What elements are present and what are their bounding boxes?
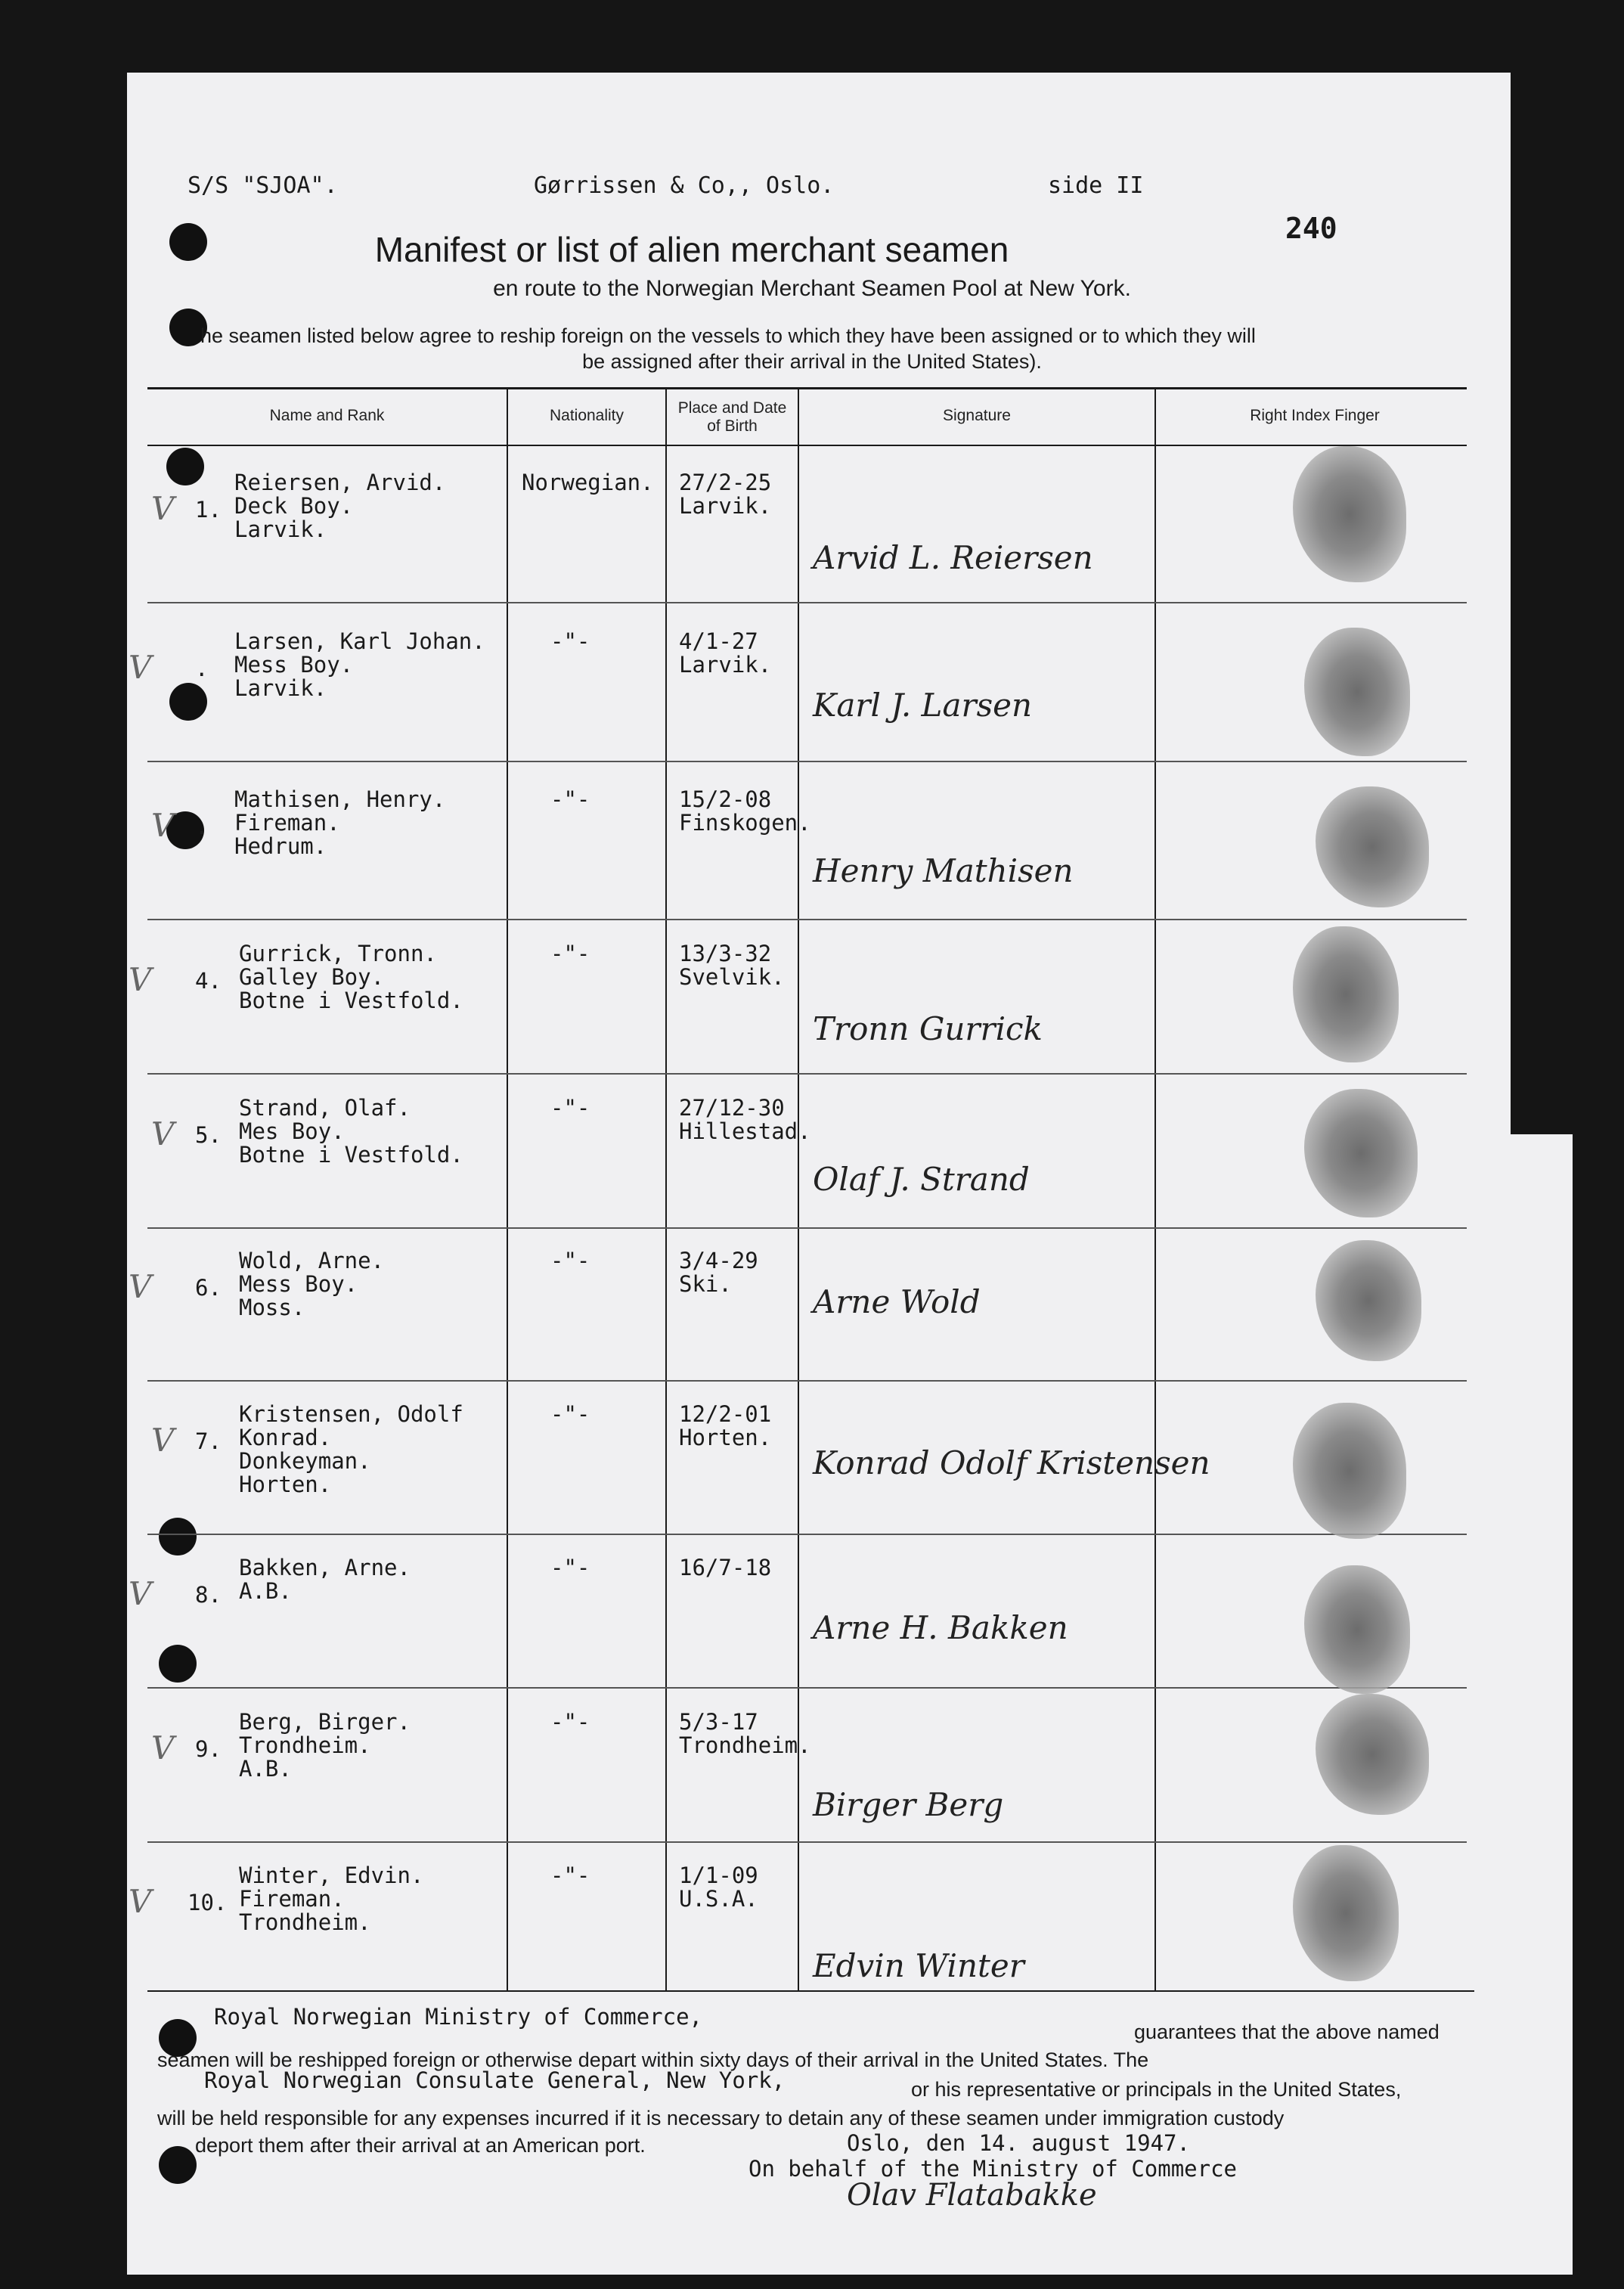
row-number: . <box>195 814 209 839</box>
intro-line-1: he seamen listed below agree to reship foreign on the vessels to which they have been assigned or to which they will <box>200 324 1256 347</box>
seaman-signature: Henry Mathisen <box>813 852 1074 889</box>
row-divider <box>147 1380 1467 1382</box>
column-header-signature: Signature <box>943 407 1011 424</box>
binder-hole <box>159 1645 197 1683</box>
nationality: -"- <box>550 1248 590 1273</box>
row-number: 10. <box>188 1890 228 1915</box>
seaman-rank: Mess Boy. <box>239 1271 358 1297</box>
check-mark-icon: V <box>129 1883 152 1920</box>
row-number: . <box>195 656 209 681</box>
seaman-home: Donkeyman. <box>239 1448 371 1474</box>
seaman-signature: Edvin Winter <box>813 1947 1024 1984</box>
binder-hole <box>169 683 207 721</box>
seaman-signature: Arvid L. Reiersen <box>813 539 1093 576</box>
birth-place: Finskogen. <box>679 810 811 836</box>
seaman-rank: Deck Boy. <box>234 493 354 519</box>
column-header-nationality: Nationality <box>549 407 624 424</box>
birth-date: 16/7-18 <box>679 1555 772 1580</box>
seaman-signature: Konrad Odolf Kristensen <box>813 1444 1210 1481</box>
row-number: 5. <box>195 1122 222 1148</box>
seaman-home: Botne i Vestfold. <box>239 1142 463 1168</box>
place-date: Oslo, den 14. august 1947. <box>847 2130 1190 2156</box>
birth-date: 15/2-08 <box>679 786 772 812</box>
footer-line-2: seamen will be reshipped foreign or otherwise depart within sixty days of their arrival in the United States. The <box>157 2049 1149 2071</box>
row-number: 9. <box>195 1736 222 1762</box>
column-header-birth-1: Place and Date <box>677 399 787 417</box>
seaman-extra: Horten. <box>239 1472 332 1497</box>
seaman-home: Larvik. <box>234 675 327 701</box>
nationality: -"- <box>550 786 590 812</box>
check-mark-icon: V <box>151 1729 175 1766</box>
guarantee-text: guarantees that the above named <box>1134 2021 1440 2043</box>
official-signature: Olav Flatabakke <box>847 2178 1097 2213</box>
birth-date: 3/4-29 <box>679 1248 758 1273</box>
row-divider <box>147 1841 1467 1843</box>
row-divider <box>147 1227 1467 1229</box>
birth-place: Horten. <box>679 1425 772 1450</box>
nationality: -"- <box>550 628 590 654</box>
nationality: -"- <box>550 1709 590 1735</box>
seaman-name: Wold, Arne. <box>239 1248 385 1273</box>
row-divider <box>147 761 1467 762</box>
on-behalf-line: On behalf of the Ministry of Commerce <box>748 2156 1238 2182</box>
check-mark-icon: V <box>129 649 152 686</box>
seaman-signature: Arne H. Bakken <box>813 1609 1068 1646</box>
birth-date: 5/3-17 <box>679 1709 758 1735</box>
birth-place: U.S.A. <box>679 1886 758 1912</box>
check-mark-icon: V <box>151 1115 175 1152</box>
table-top-rule <box>147 387 1467 389</box>
seaman-rank: Konrad. <box>239 1425 332 1450</box>
row-number: 1. <box>195 497 222 523</box>
birth-place: Larvik. <box>679 652 772 678</box>
nationality: -"- <box>550 1863 590 1888</box>
row-divider <box>147 1073 1467 1075</box>
nationality: Norwegian. <box>522 470 654 495</box>
row-divider <box>147 1534 1467 1535</box>
ministry-name: Royal Norwegian Ministry of Commerce, <box>214 2004 703 2030</box>
row-number: 4. <box>195 968 222 994</box>
row-number: 7. <box>195 1428 222 1454</box>
birth-place: Ski. <box>679 1271 732 1297</box>
seaman-name: Reiersen, Arvid. <box>234 470 446 495</box>
page-side: side II <box>1048 172 1144 199</box>
birth-date: 12/2-01 <box>679 1401 772 1427</box>
table-header-rule <box>147 445 1467 446</box>
birth-date: 1/1-09 <box>679 1863 758 1888</box>
check-mark-icon: V <box>151 807 175 844</box>
seaman-home: Larvik. <box>234 516 327 542</box>
seaman-name: Winter, Edvin. <box>239 1863 424 1888</box>
row-divider <box>147 1687 1467 1689</box>
seaman-signature: Tronn Gurrick <box>813 1010 1043 1047</box>
check-mark-icon: V <box>129 1268 152 1305</box>
nationality: -"- <box>550 1401 590 1427</box>
seaman-signature: Birger Berg <box>813 1786 1004 1823</box>
binder-hole <box>159 2146 197 2184</box>
seaman-signature: Karl J. Larsen <box>813 687 1033 724</box>
seaman-name: Gurrick, Tronn. <box>239 941 437 966</box>
seaman-signature: Olaf J. Strand <box>813 1161 1030 1198</box>
document-subtitle: en route to the Norwegian Merchant Seamen Pool at New York. <box>493 276 1131 301</box>
seaman-name: Larsen, Karl Johan. <box>234 628 485 654</box>
column-divider <box>665 387 667 1990</box>
company-name: Gørrissen & Co,, Oslo. <box>534 172 835 199</box>
vessel-name: S/S "SJOA". <box>188 172 338 199</box>
seaman-rank: Mess Boy. <box>234 652 354 678</box>
seaman-home: Moss. <box>239 1295 305 1320</box>
birth-date: 13/3-32 <box>679 941 772 966</box>
nationality: -"- <box>550 1555 590 1580</box>
page-number: 240 <box>1285 212 1337 245</box>
intro-line-2: be assigned after their arrival in the United States). <box>582 350 1042 373</box>
seaman-home: Botne i Vestfold. <box>239 988 463 1013</box>
birth-place: Larvik. <box>679 493 772 519</box>
seaman-signature: Arne Wold <box>813 1283 981 1320</box>
seaman-rank: Mes Boy. <box>239 1118 345 1144</box>
column-header-finger: Right Index Finger <box>1250 407 1380 424</box>
seaman-home: Hedrum. <box>234 833 327 859</box>
nationality: -"- <box>550 1095 590 1121</box>
birth-place: Svelvik. <box>679 964 785 990</box>
seaman-name: Berg, Birger. <box>239 1709 411 1735</box>
row-divider <box>147 919 1467 920</box>
seaman-name: Strand, Olaf. <box>239 1095 411 1121</box>
check-mark-icon: V <box>129 1575 152 1612</box>
row-number: 6. <box>195 1275 222 1301</box>
column-divider <box>1154 387 1156 1990</box>
footer-line-5: deport them after their arrival at an American port. <box>195 2134 646 2157</box>
seaman-name: Mathisen, Henry. <box>234 786 446 812</box>
seaman-home: A.B. <box>239 1756 292 1782</box>
binder-hole <box>166 448 204 485</box>
seaman-home: Trondheim. <box>239 1909 371 1935</box>
footer-line-3: or his representative or principals in the United States, <box>911 2078 1402 2101</box>
birth-place: Hillestad. <box>679 1118 811 1144</box>
birth-date: 27/2-25 <box>679 470 772 495</box>
seaman-rank: Trondheim. <box>239 1732 371 1758</box>
binder-hole <box>159 1518 197 1555</box>
row-number: 8. <box>195 1582 222 1608</box>
nationality: -"- <box>550 941 590 966</box>
column-divider <box>507 387 508 1990</box>
seaman-name: Bakken, Arne. <box>239 1555 411 1580</box>
seaman-rank: Galley Boy. <box>239 964 385 990</box>
check-mark-icon: V <box>151 1422 175 1459</box>
column-header-name: Name and Rank <box>269 407 385 424</box>
document-title: Manifest or list of alien merchant seamen <box>374 230 1009 269</box>
consulate-name: Royal Norwegian Consulate General, New York, <box>204 2067 786 2093</box>
birth-date: 27/12-30 <box>679 1095 785 1121</box>
seaman-rank: A.B. <box>239 1578 292 1604</box>
paper-edge <box>1482 1134 1573 2275</box>
table-bottom-rule <box>147 1990 1474 1992</box>
seaman-rank: Fireman. <box>239 1886 345 1912</box>
row-divider <box>147 602 1467 603</box>
seaman-rank: Fireman. <box>234 810 340 836</box>
birth-place: Trondheim. <box>679 1732 811 1758</box>
footer-line-4: will be held responsible for any expenses incurred if it is necessary to detain any of these seamen under immigration custody <box>157 2107 1285 2129</box>
check-mark-icon: V <box>151 490 175 527</box>
birth-date: 4/1-27 <box>679 628 758 654</box>
seaman-name: Kristensen, Odolf <box>239 1401 463 1427</box>
check-mark-icon: V <box>129 961 152 998</box>
column-header-birth-2: of Birth <box>707 417 758 435</box>
